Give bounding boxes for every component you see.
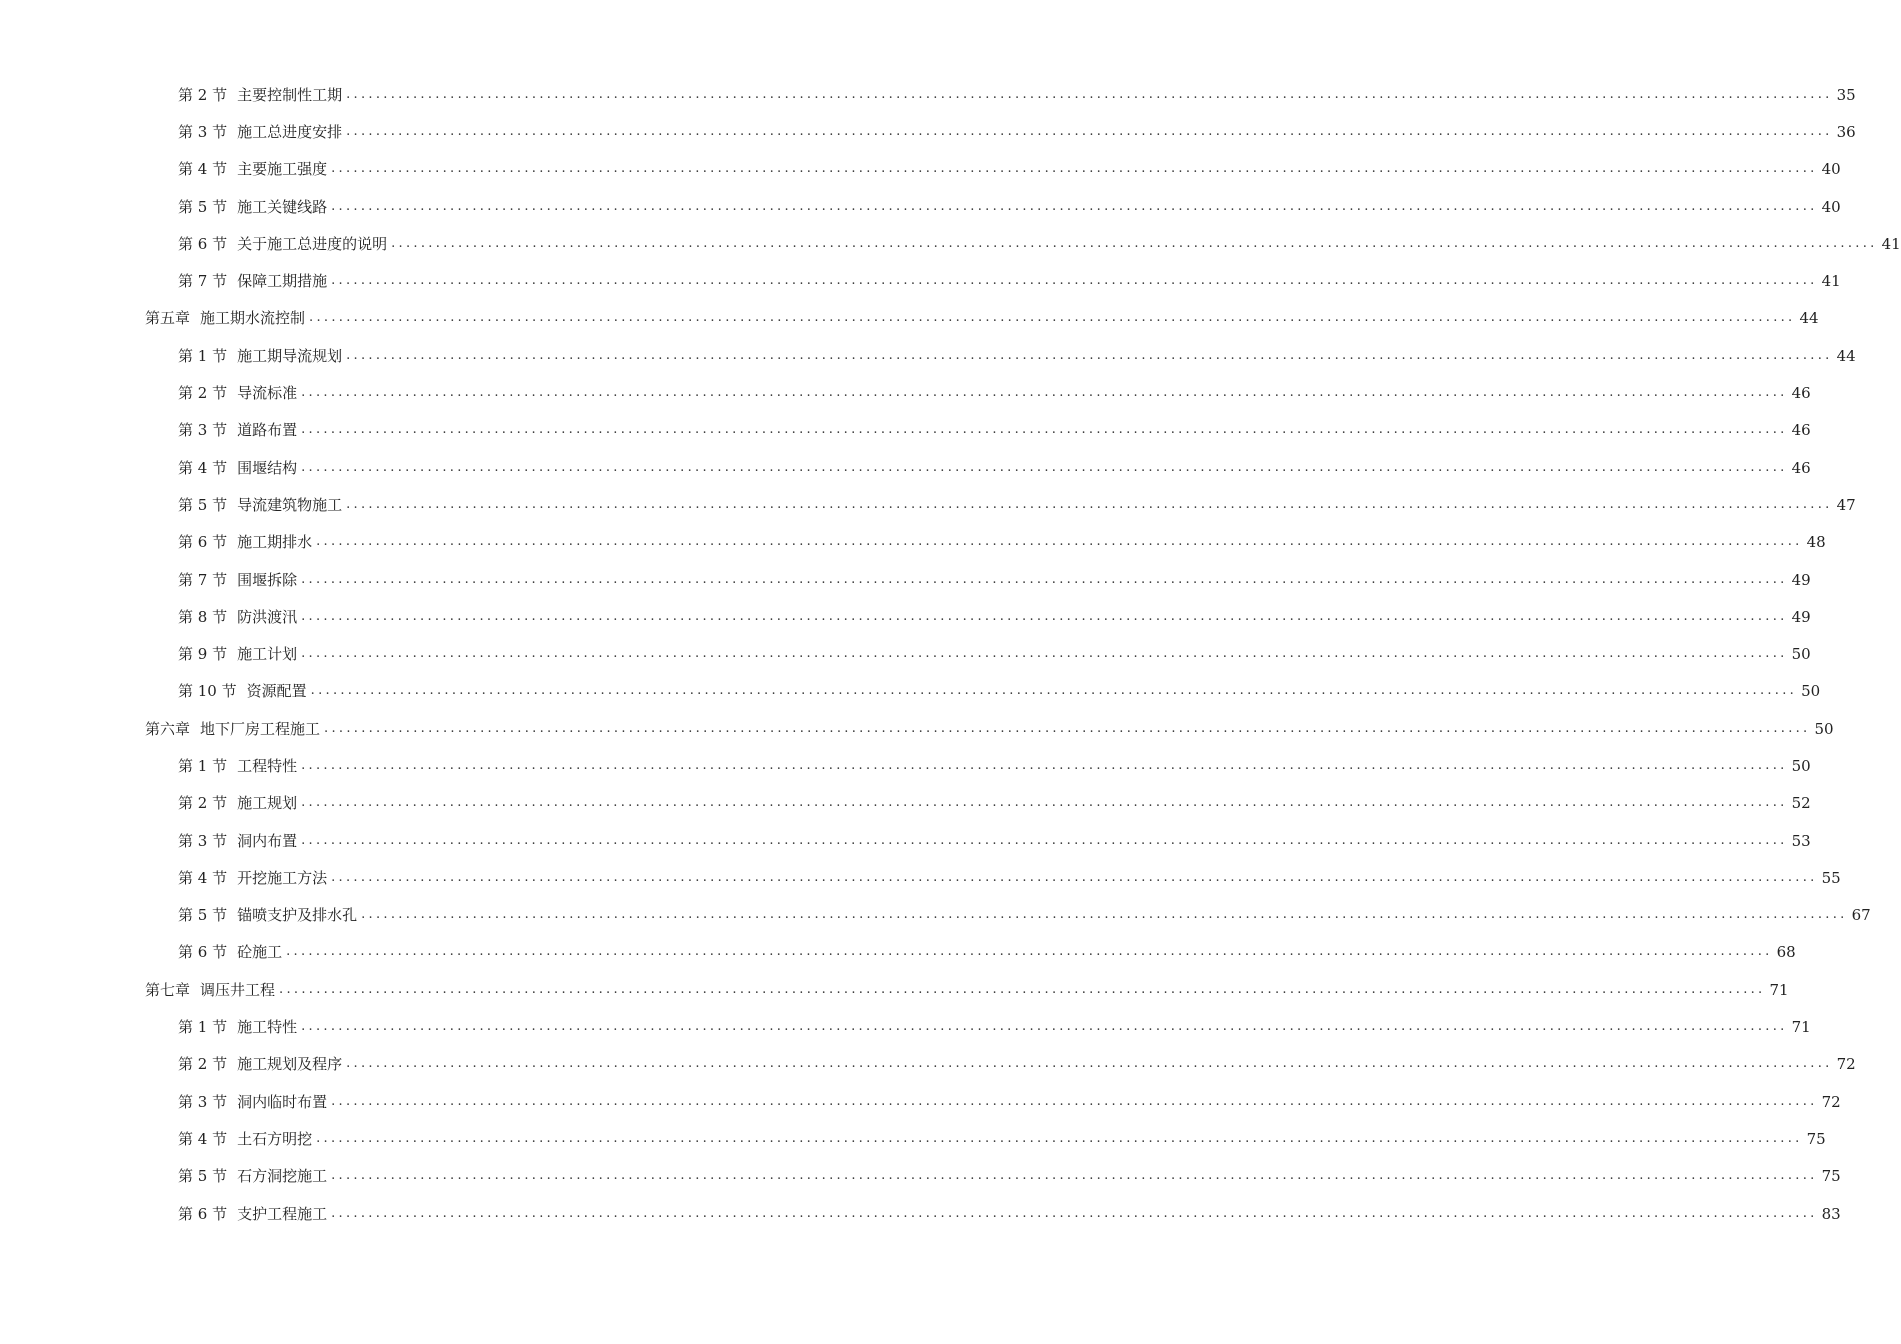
toc-section-entry[interactable]	[0, 374, 1811, 411]
toc-entry-line	[178, 122, 1856, 141]
toc-entry-title: 主要施工强度	[237, 160, 328, 179]
toc-section-entry[interactable]	[0, 747, 1811, 784]
toc-section-entry[interactable]	[0, 337, 1856, 374]
toc-entry-title: 施工期水流控制	[200, 309, 306, 328]
dot-leader: ........................................................................................................................................................................................................	[301, 795, 1788, 811]
toc-section-entry[interactable]	[0, 673, 1821, 710]
toc-entry-title: 道路布置	[237, 421, 298, 440]
toc-section-entry[interactable]	[0, 1046, 1856, 1083]
toc-entry-page-number: 68	[1776, 943, 1796, 962]
toc-entry-line	[178, 570, 1811, 589]
toc-entry-line	[178, 85, 1856, 104]
dot-leader: ........................................................................................................................................................................................................	[331, 869, 1818, 885]
dot-leader: ........................................................................................................................................................................................................	[301, 757, 1788, 773]
toc-entry-page-number: 49	[1791, 607, 1811, 626]
toc-entry-number: 第 7 节	[178, 272, 228, 291]
toc-entry-title: 锚喷支护及排水孔	[237, 906, 358, 925]
toc-section-entry[interactable]	[0, 785, 1811, 822]
toc-entry-number: 第 4 节	[178, 458, 228, 477]
toc-entry-title: 施工期导流规划	[237, 346, 343, 365]
dot-leader: ........................................................................................................................................................................................................	[346, 496, 1833, 512]
toc-entry-number: 第 7 节	[178, 570, 228, 589]
toc-entry-page-number: 53	[1791, 831, 1811, 850]
toc-entry-number: 第六章	[145, 719, 191, 738]
toc-entry-title: 施工计划	[237, 645, 298, 664]
toc-entry-page-number: 46	[1791, 458, 1811, 477]
toc-entry-number: 第 5 节	[178, 1167, 228, 1186]
dot-leader: ........................................................................................................................................................................................................	[331, 161, 1818, 177]
toc-entry-line	[145, 309, 1819, 328]
dot-leader: ........................................................................................................................................................................................................	[331, 1205, 1818, 1221]
toc-entry-line	[178, 160, 1841, 179]
toc-chapter-entry[interactable]	[0, 971, 1789, 1008]
toc-entry-number: 第 4 节	[178, 1129, 228, 1148]
toc-entry-page-number: 46	[1791, 384, 1811, 403]
toc-entry-line	[178, 794, 1811, 813]
toc-entry-page-number: 72	[1836, 1055, 1856, 1074]
toc-entry-number: 第 1 节	[178, 756, 228, 775]
dot-leader: ........................................................................................................................................................................................................	[301, 571, 1788, 587]
toc-entry-title: 洞内临时布置	[237, 1092, 328, 1111]
toc-entry-page-number: 36	[1836, 122, 1856, 141]
dot-leader: ........................................................................................................................................................................................................	[316, 1130, 1803, 1146]
toc-section-entry[interactable]	[0, 524, 1826, 561]
toc-section-entry[interactable]	[0, 76, 1856, 113]
dot-leader: ........................................................................................................................................................................................................	[324, 720, 1811, 736]
toc-entry-title: 施工特性	[237, 1018, 298, 1037]
toc-section-entry[interactable]	[0, 1008, 1811, 1045]
toc-entry-number: 第 3 节	[178, 122, 228, 141]
dot-leader: ........................................................................................................................................................................................................	[331, 1093, 1818, 1109]
dot-leader: ........................................................................................................................................................................................................	[309, 310, 1796, 326]
toc-entry-title: 工程特性	[237, 756, 298, 775]
dot-leader: ........................................................................................................................................................................................................	[301, 385, 1788, 401]
toc-entry-line	[178, 1092, 1841, 1111]
toc-entry-line	[178, 495, 1856, 514]
toc-entry-page-number: 50	[1791, 645, 1811, 664]
toc-entry-line	[178, 1204, 1841, 1223]
toc-entry-page-number: 55	[1821, 868, 1841, 887]
dot-leader: ........................................................................................................................................................................................................	[346, 347, 1833, 363]
toc-entry-number: 第 5 节	[178, 906, 228, 925]
toc-entry-line	[178, 645, 1811, 664]
toc-entry-line	[178, 831, 1811, 850]
toc-entry-line	[178, 607, 1811, 626]
toc-entry-number: 第 6 节	[178, 234, 228, 253]
toc-entry-page-number: 52	[1791, 794, 1811, 813]
toc-entry-page-number: 46	[1791, 421, 1811, 440]
toc-entry-number: 第 8 节	[178, 607, 228, 626]
dot-leader: ........................................................................................................................................................................................................	[316, 534, 1803, 550]
dot-leader: ........................................................................................................................................................................................................	[310, 683, 1798, 699]
toc-section-entry[interactable]	[0, 859, 1841, 896]
toc-entry-title: 施工期排水	[237, 533, 313, 552]
toc-chapter-entry[interactable]	[0, 300, 1819, 337]
toc-entry-number: 第 5 节	[178, 495, 228, 514]
dot-leader: ........................................................................................................................................................................................................	[279, 981, 1766, 997]
toc-entry-number: 第 3 节	[178, 421, 228, 440]
toc-entry-page-number: 48	[1806, 533, 1826, 552]
toc-entry-title: 开挖施工方法	[237, 868, 328, 887]
toc-entry-title: 地下厂房工程施工	[200, 719, 321, 738]
toc-section-entry[interactable]	[0, 449, 1811, 486]
toc-entry-line	[178, 458, 1811, 477]
toc-entry-title: 洞内布置	[237, 831, 298, 850]
toc-entry-line	[178, 421, 1811, 440]
toc-entry-number: 第 1 节	[178, 346, 228, 365]
toc-entry-line	[178, 346, 1856, 365]
toc-entry-title: 石方洞挖施工	[237, 1167, 328, 1186]
toc-chapter-entry[interactable]	[0, 710, 1834, 747]
toc-entry-title: 保障工期措施	[237, 272, 328, 291]
toc-entry-number: 第 3 节	[178, 1092, 228, 1111]
toc-section-entry[interactable]	[0, 225, 1901, 262]
toc-entry-title: 资源配置	[246, 682, 307, 701]
toc-entry-page-number: 40	[1821, 197, 1841, 216]
toc-section-entry[interactable]	[0, 934, 1796, 971]
dot-leader: ........................................................................................................................................................................................................	[346, 1056, 1833, 1072]
toc-entry-page-number: 71	[1769, 980, 1789, 999]
toc-entry-line	[178, 756, 1811, 775]
toc-entry-title: 导流标准	[237, 384, 298, 403]
toc-entry-line	[178, 197, 1841, 216]
toc-section-entry[interactable]	[0, 113, 1856, 150]
toc-entry-page-number: 75	[1821, 1167, 1841, 1186]
toc-entry-line	[178, 384, 1811, 403]
toc-section-entry[interactable]	[0, 1158, 1841, 1195]
table-of-contents	[0, 76, 1901, 1232]
toc-entry-number: 第 2 节	[178, 1055, 228, 1074]
toc-entry-line	[178, 943, 1796, 962]
dot-leader: ........................................................................................................................................................................................................	[301, 459, 1788, 475]
toc-entry-number: 第 1 节	[178, 1018, 228, 1037]
toc-section-entry[interactable]	[0, 1120, 1826, 1157]
toc-entry-number: 第 4 节	[178, 160, 228, 179]
toc-entry-line	[178, 1018, 1811, 1037]
toc-entry-line	[178, 868, 1841, 887]
toc-entry-page-number: 40	[1821, 160, 1841, 179]
toc-entry-line	[178, 906, 1871, 925]
toc-entry-number: 第 6 节	[178, 943, 228, 962]
toc-entry-page-number: 50	[1791, 756, 1811, 775]
toc-section-entry[interactable]	[0, 1083, 1841, 1120]
dot-leader: ........................................................................................................................................................................................................	[301, 608, 1788, 624]
toc-entry-number: 第 5 节	[178, 197, 228, 216]
toc-entry-page-number: 41	[1821, 272, 1841, 291]
dot-leader: ........................................................................................................................................................................................................	[346, 123, 1833, 139]
dot-leader: ........................................................................................................................................................................................................	[331, 1168, 1818, 1184]
toc-entry-page-number: 75	[1806, 1129, 1826, 1148]
toc-section-entry[interactable]	[0, 486, 1856, 523]
toc-entry-page-number: 44	[1836, 346, 1856, 365]
toc-entry-number: 第 2 节	[178, 794, 228, 813]
toc-entry-number: 第 3 节	[178, 831, 228, 850]
toc-entry-page-number: 35	[1836, 85, 1856, 104]
dot-leader: ........................................................................................................................................................................................................	[331, 273, 1818, 289]
dot-leader: ........................................................................................................................................................................................................	[361, 907, 1848, 923]
toc-section-entry[interactable]	[0, 262, 1841, 299]
toc-entry-line	[145, 719, 1834, 738]
toc-entry-page-number: 41	[1881, 234, 1901, 253]
toc-entry-title: 施工规划及程序	[237, 1055, 343, 1074]
toc-entry-line	[178, 1167, 1841, 1186]
toc-entry-title: 施工规划	[237, 794, 298, 813]
toc-entry-title: 导流建筑物施工	[237, 495, 343, 514]
toc-entry-title: 关于施工总进度的说明	[237, 234, 388, 253]
dot-leader: ........................................................................................................................................................................................................	[301, 422, 1788, 438]
dot-leader: ........................................................................................................................................................................................................	[346, 86, 1833, 102]
toc-entry-line	[178, 272, 1841, 291]
toc-section-entry[interactable]	[0, 1195, 1841, 1232]
toc-entry-title: 支护工程施工	[237, 1204, 328, 1223]
toc-section-entry[interactable]	[0, 561, 1811, 598]
toc-entry-number: 第 2 节	[178, 384, 228, 403]
toc-section-entry[interactable]	[0, 188, 1841, 225]
toc-entry-title: 围堰结构	[237, 458, 298, 477]
toc-entry-page-number: 50	[1814, 719, 1834, 738]
toc-entry-title: 砼施工	[237, 943, 283, 962]
toc-entry-page-number: 50	[1801, 682, 1821, 701]
toc-entry-line	[178, 1129, 1826, 1148]
toc-section-entry[interactable]	[0, 897, 1871, 934]
toc-section-entry[interactable]	[0, 822, 1811, 859]
toc-entry-number: 第 6 节	[178, 533, 228, 552]
toc-entry-page-number: 71	[1791, 1018, 1811, 1037]
dot-leader: ........................................................................................................................................................................................................	[301, 1019, 1788, 1035]
toc-section-entry[interactable]	[0, 412, 1811, 449]
toc-entry-number: 第 2 节	[178, 85, 228, 104]
toc-entry-number: 第五章	[145, 309, 191, 328]
toc-entry-line	[178, 533, 1826, 552]
toc-entry-number: 第 6 节	[178, 1204, 228, 1223]
toc-entry-title: 土石方明挖	[237, 1129, 313, 1148]
toc-entry-number: 第 4 节	[178, 868, 228, 887]
toc-entry-page-number: 67	[1851, 906, 1871, 925]
toc-section-entry[interactable]	[0, 151, 1841, 188]
toc-entry-line	[178, 234, 1901, 253]
toc-entry-number: 第七章	[145, 980, 191, 999]
toc-entry-number: 第 10 节	[178, 682, 237, 701]
toc-entry-page-number: 83	[1821, 1204, 1841, 1223]
dot-leader: ........................................................................................................................................................................................................	[301, 646, 1788, 662]
toc-entry-title: 防洪渡汛	[237, 607, 298, 626]
toc-entry-page-number: 72	[1821, 1092, 1841, 1111]
toc-entry-title: 主要控制性工期	[237, 85, 343, 104]
dot-leader: ........................................................................................................................................................................................................	[301, 832, 1788, 848]
toc-entry-page-number: 47	[1836, 495, 1856, 514]
toc-entry-line	[145, 980, 1789, 999]
toc-entry-page-number: 44	[1799, 309, 1819, 328]
toc-entry-line	[178, 1055, 1856, 1074]
toc-entry-title: 施工总进度安排	[237, 122, 343, 141]
toc-entry-page-number: 49	[1791, 570, 1811, 589]
dot-leader: ........................................................................................................................................................................................................	[391, 235, 1878, 251]
dot-leader: ........................................................................................................................................................................................................	[286, 944, 1773, 960]
toc-entry-line	[178, 682, 1821, 701]
toc-entry-title: 调压井工程	[200, 980, 276, 999]
dot-leader: ........................................................................................................................................................................................................	[331, 198, 1818, 214]
toc-entry-number: 第 9 节	[178, 645, 228, 664]
toc-section-entry[interactable]	[0, 598, 1811, 635]
toc-entry-title: 施工关键线路	[237, 197, 328, 216]
toc-entry-title: 围堰拆除	[237, 570, 298, 589]
toc-section-entry[interactable]	[0, 635, 1811, 672]
